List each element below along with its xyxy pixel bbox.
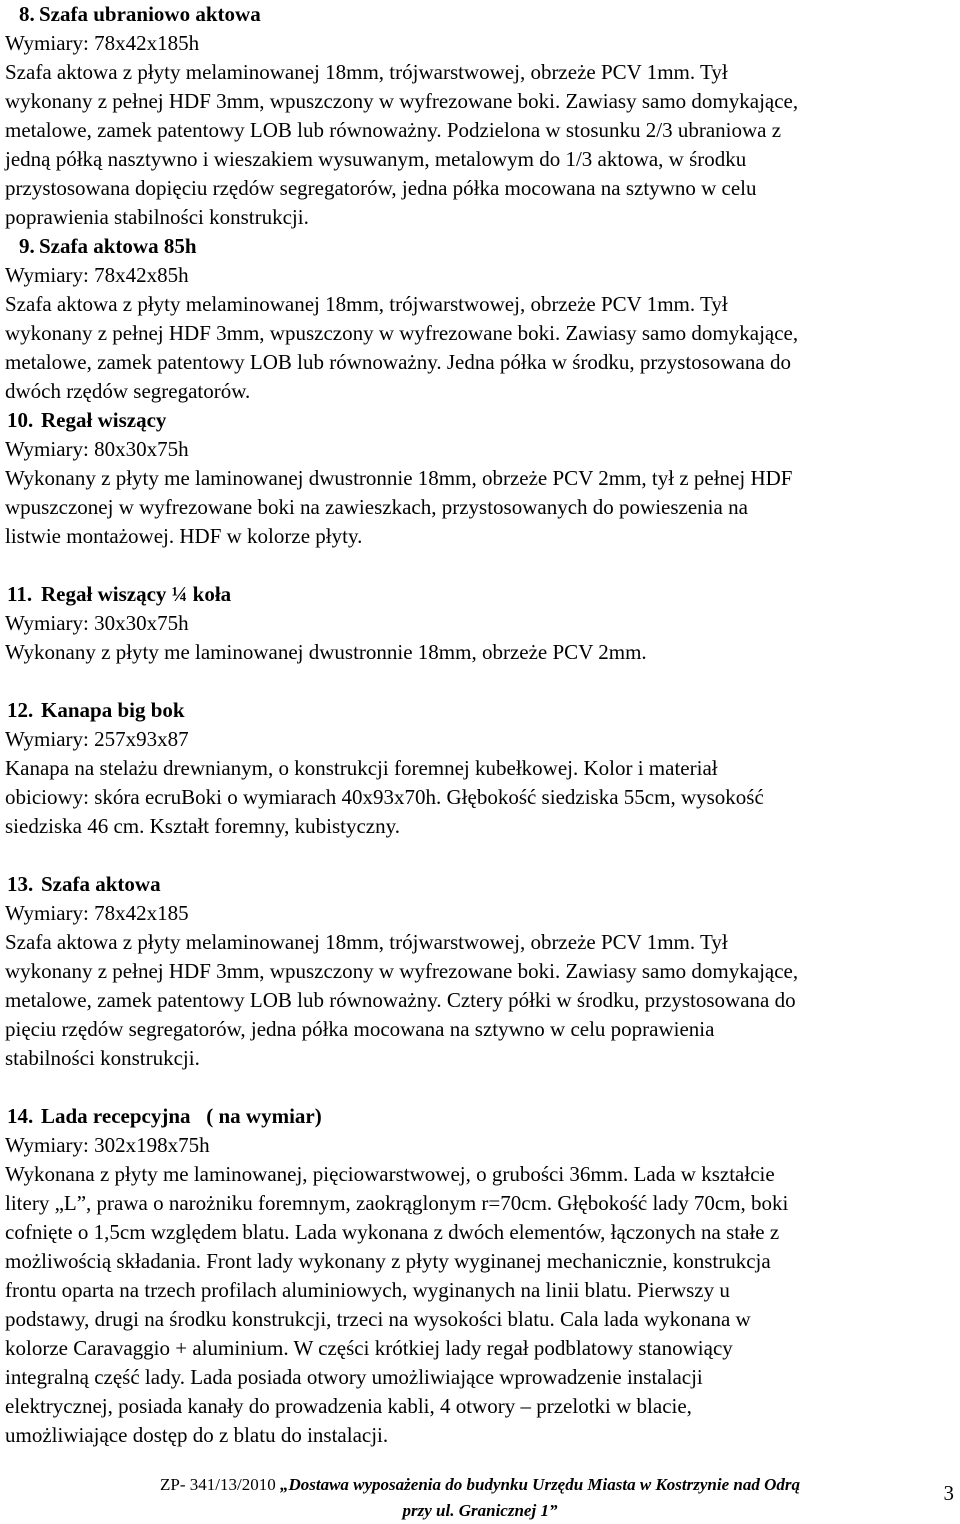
section-number: 10. — [7, 408, 34, 432]
section-number: 11. — [7, 582, 33, 606]
section-heading — [5, 406, 955, 435]
description-line: dwóch rzędów segregatorów. — [5, 379, 251, 403]
description-line: obiciowy: skóra ecruBoki o wymiarach 40x93x70h. Głębokość siedziska 55cm, wysokość — [5, 785, 764, 809]
spec-section — [5, 1102, 955, 1450]
footer-title-cont: przy ul. Granicznej 1” — [402, 1501, 558, 1520]
description-line: przystosowana dopięciu rzędów segregatorów, jedna półka mocowana na sztywno w celu — [5, 176, 757, 200]
section-heading — [5, 696, 955, 725]
description-line: Wykonany z płyty me laminowanej dwustronnie 18mm, obrzeże PCV 2mm, tył z pełnej HDF — [5, 466, 793, 490]
section-title: Regał wiszący ¼ koła — [41, 582, 232, 606]
description-line: jedną półką nasztywno i wieszakiem wysuwanym, metalowym do 1/3 aktowa, w środku — [5, 147, 747, 171]
description-line: metalowe, zamek patentowy LOB lub równoważny. Cztery półki w środku, przystosowana do — [5, 988, 796, 1012]
description-line: siedziska 46 cm. Kształt foremny, kubistyczny. — [5, 814, 401, 838]
description-line: cofnięte o 1,5cm względem blatu. Lada wykonana z dwóch elementów, łączonych na stałe z — [5, 1220, 780, 1244]
description-line: integralną część lady. Lada posiada otwory umożliwiające wprowadzenie instalacji — [5, 1365, 703, 1389]
section-heading — [5, 870, 955, 899]
spec-section — [5, 0, 955, 232]
description-line: wpuszczonej w wyfrezowane boki na zawieszkach, przystosowanych do powieszenia na — [5, 495, 748, 519]
page-footer — [0, 1472, 960, 1524]
description-line: kolorze Caravaggio + aluminium. W części krótkiej lady regał podblatowy stanowiący — [5, 1336, 733, 1360]
description-line: Wykonana z płyty me laminowanej, pięciowarstwowej, o grubości 36mm. Lada w kształcie — [5, 1162, 775, 1186]
section-dimensions: Wymiary: 302x198x75h — [5, 1133, 210, 1157]
description-line: metalowe, zamek patentowy LOB lub równoważny. Jedna półka w środku, przystosowana do — [5, 350, 791, 374]
description-line: wykonany z pełnej HDF 3mm, wpuszczony w wyfrezowane boki. Zawiasy samo domykające, — [5, 959, 799, 983]
spec-section — [5, 580, 955, 667]
section-heading — [5, 1102, 955, 1131]
spec-section — [5, 232, 955, 406]
section-heading — [5, 580, 955, 609]
description-line: stabilności konstrukcji. — [5, 1046, 200, 1070]
spec-section — [5, 696, 955, 841]
spec-section — [5, 406, 955, 551]
spec-section — [5, 870, 955, 1073]
section-title: Regał wiszący — [41, 408, 167, 432]
description-line: Kanapa na stelażu drewnianym, o konstrukcji foremnej kubełkowej. Kolor i materiał — [5, 756, 718, 780]
description-line: umożliwiające dostęp do z blatu do instalacji. — [5, 1423, 389, 1447]
section-dimensions: Wymiary: 78x42x185h — [5, 31, 200, 55]
description-line: Szafa aktowa z płyty melaminowanej 18mm, trójwarstwowej, obrzeże PCV 1mm. Tył — [5, 292, 728, 316]
footer-reference: ZP- 341/13/2010 — [160, 1475, 276, 1494]
section-title: Lada recepcyjna ( na wymiar) — [41, 1104, 322, 1128]
description-line: wykonany z pełnej HDF 3mm, wpuszczony w wyfrezowane boki. Zawiasy samo domykające, — [5, 321, 799, 345]
page-number: 3 — [943, 1481, 954, 1505]
description-line: wykonany z pełnej HDF 3mm, wpuszczony w wyfrezowane boki. Zawiasy samo domykające, — [5, 89, 799, 113]
section-heading — [5, 0, 955, 29]
section-number: 9. — [19, 234, 35, 258]
description-line: podstawy, drugi na środku konstrukcji, trzeci na wysokości blatu. Cala lada wykonana w — [5, 1307, 751, 1331]
section-dimensions: Wymiary: 257x93x87 — [5, 727, 189, 751]
section-number: 13. — [7, 872, 34, 896]
description-line: elektrycznej, posiada kanały do prowadzenia kabli, 4 otwory – przelotki w blacie, — [5, 1394, 692, 1418]
description-line: pięciu rzędów segregatorów, jedna półka mocowana na sztywno w celu poprawienia — [5, 1017, 715, 1041]
section-title: Szafa ubraniowo aktowa — [39, 2, 261, 26]
section-dimensions: Wymiary: 30x30x75h — [5, 611, 189, 635]
footer-title: „Dostawa wyposażenia do budynku Urzędu Miasta w Kostrzynie nad Odrą — [279, 1475, 800, 1494]
description-line: Szafa aktowa z płyty melaminowanej 18mm, trójwarstwowej, obrzeże PCV 1mm. Tył — [5, 930, 728, 954]
section-dimensions: Wymiary: 78x42x185 — [5, 901, 189, 925]
section-dimensions: Wymiary: 80x30x75h — [5, 437, 189, 461]
section-title: Kanapa big bok — [41, 698, 185, 722]
description-line: Wykonany z płyty me laminowanej dwustronnie 18mm, obrzeże PCV 2mm. — [5, 640, 647, 664]
section-number: 12. — [7, 698, 34, 722]
section-title: Szafa aktowa 85h — [39, 234, 197, 258]
description-line: frontu oparta na trzech profilach aluminiowych, wyginanych na linii blatu. Pierwszy u — [5, 1278, 730, 1302]
section-dimensions: Wymiary: 78x42x85h — [5, 263, 189, 287]
description-line: Szafa aktowa z płyty melaminowanej 18mm, trójwarstwowej, obrzeże PCV 1mm. Tył — [5, 60, 728, 84]
description-line: możliwością składania. Front lady wykonany z płyty wyginanej mechanicznie, konstrukcja — [5, 1249, 771, 1273]
description-line: metalowe, zamek patentowy LOB lub równoważny. Podzielona w stosunku 2/3 ubraniowa z — [5, 118, 782, 142]
description-line: litery „L”, prawa o narożniku foremnym, zaokrąglonym r=70cm. Głębokość lady 70cm, boki — [5, 1191, 789, 1215]
description-line: listwie montażowej. HDF w kolorze płyty. — [5, 524, 363, 548]
section-title: Szafa aktowa — [41, 872, 161, 896]
description-line: poprawienia stabilności konstrukcji. — [5, 205, 309, 229]
section-number: 8. — [19, 2, 35, 26]
section-heading — [5, 232, 955, 261]
section-number: 14. — [7, 1104, 34, 1128]
